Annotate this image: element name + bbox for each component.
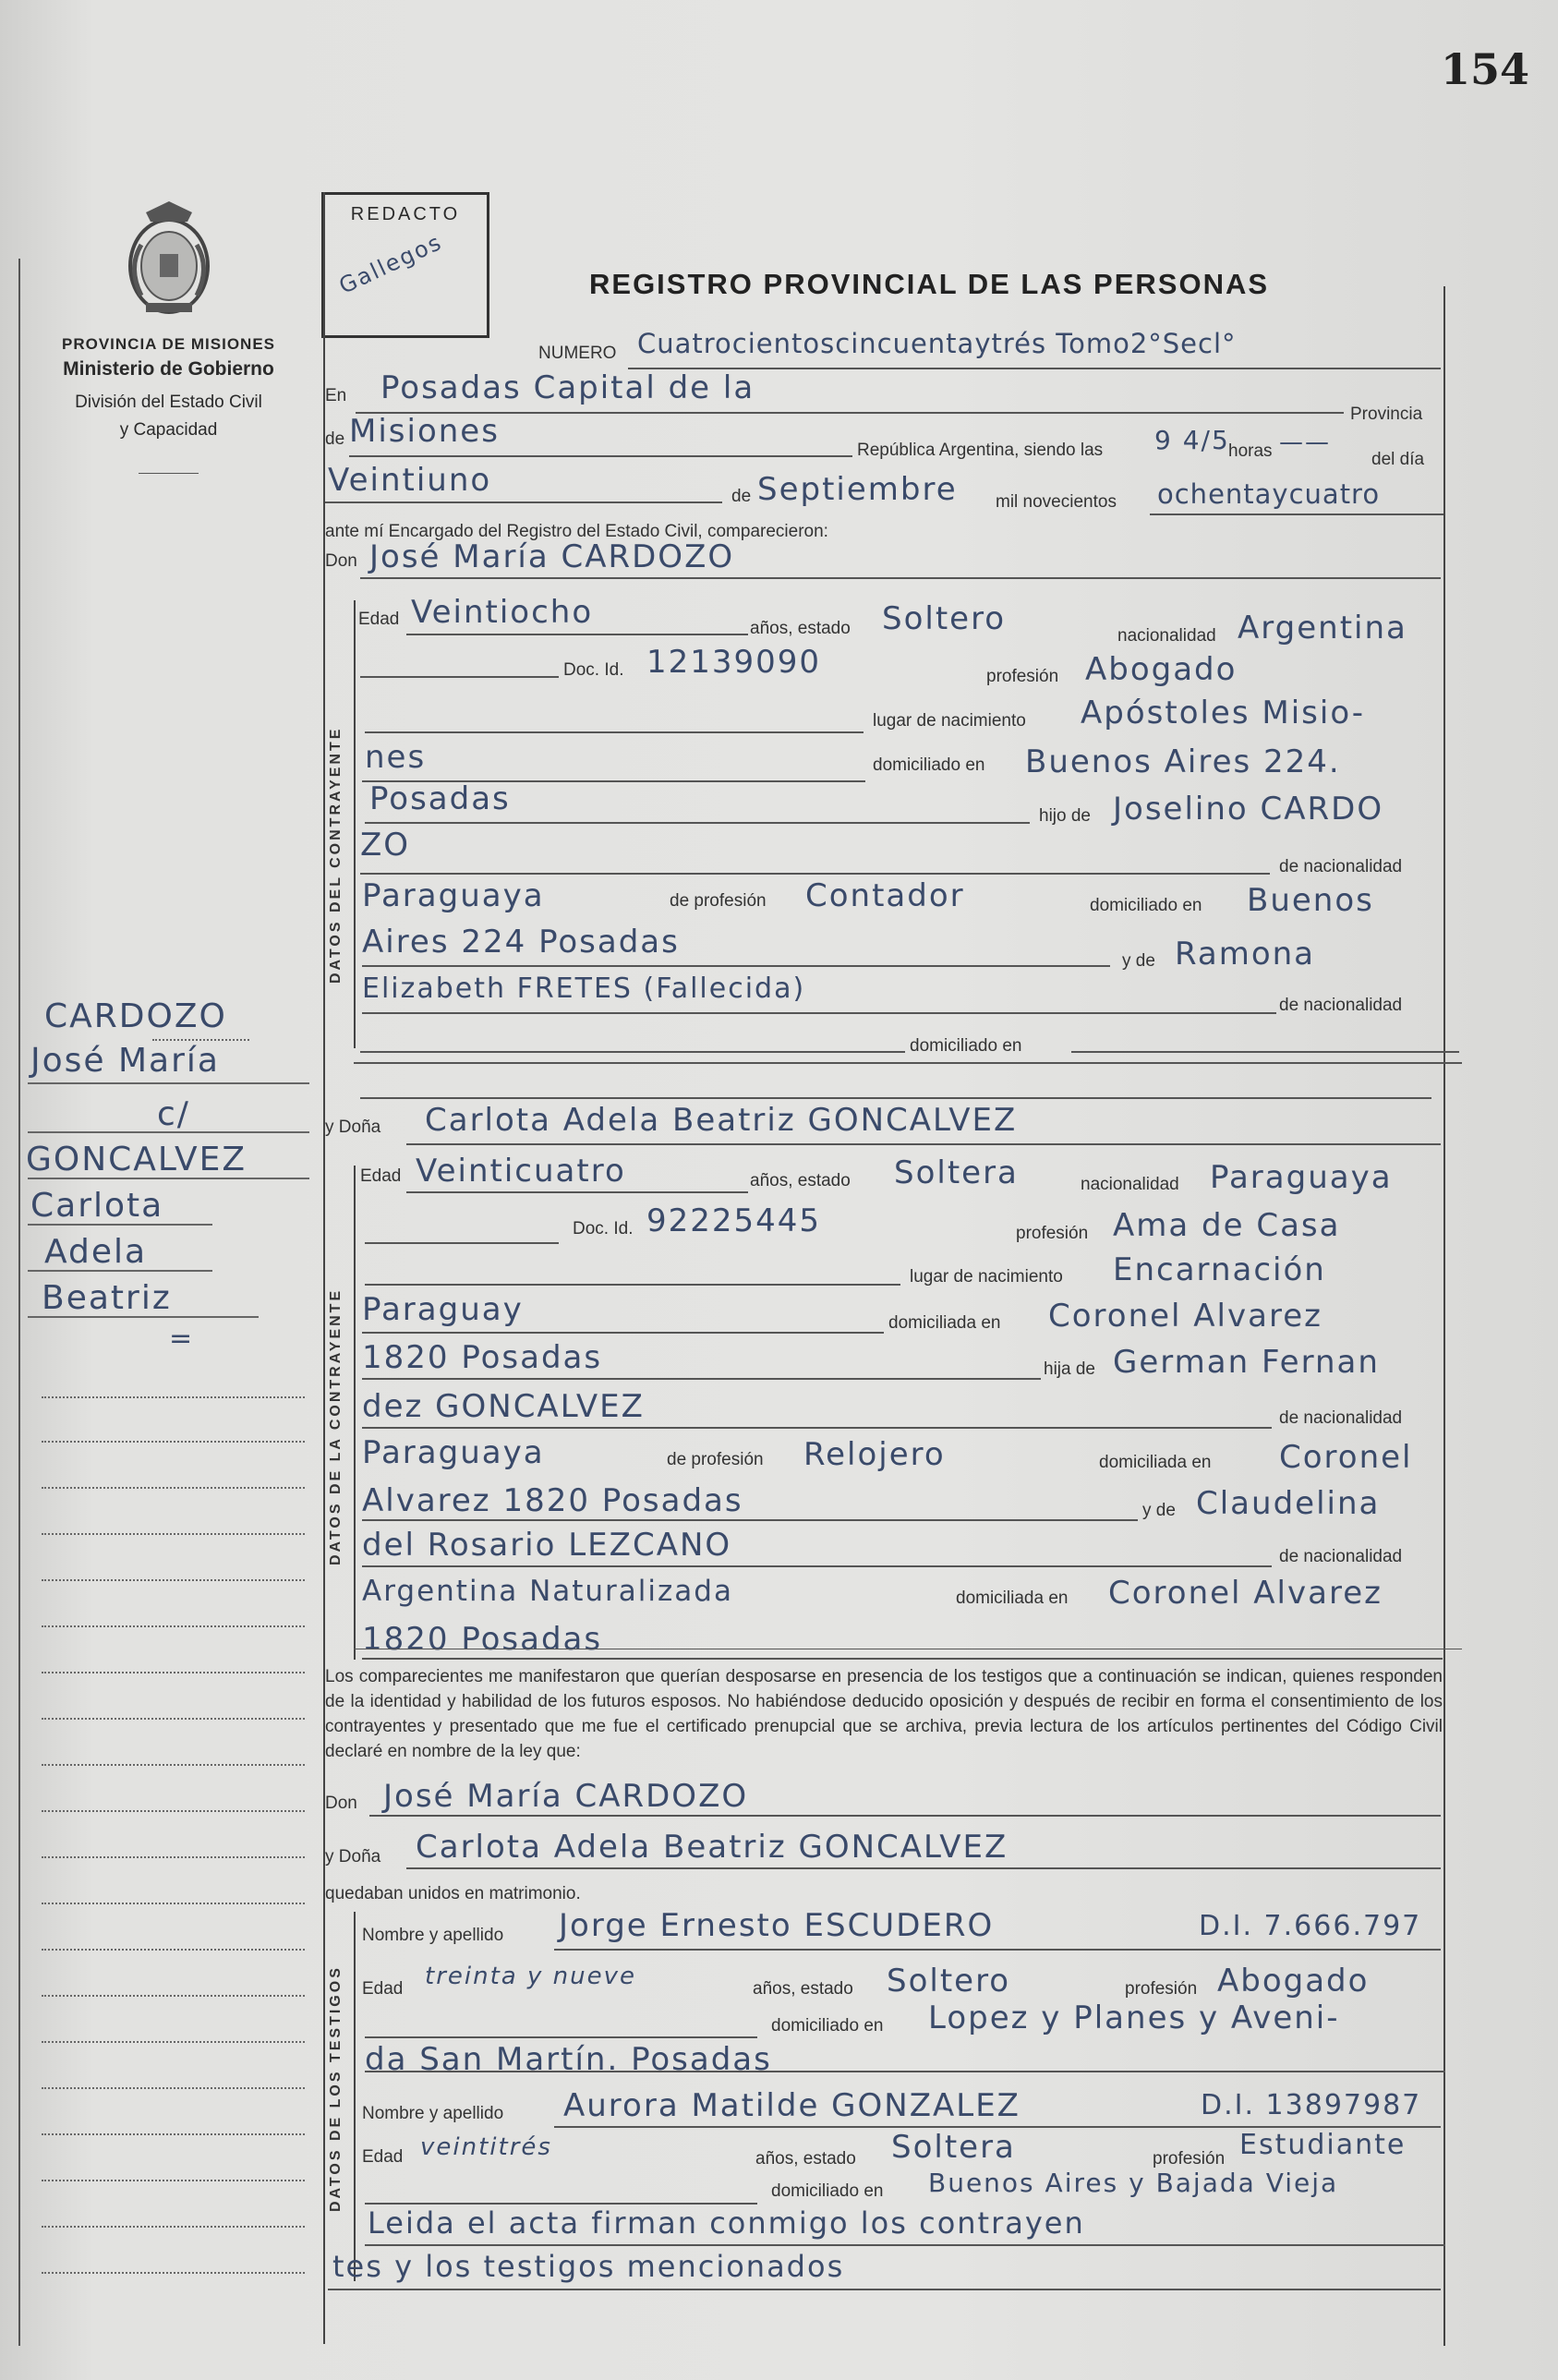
- del-dia-label: del día: [1371, 450, 1425, 469]
- ministry-name: Ministerio de Gobierno: [63, 358, 274, 380]
- c2-madre-dom-value-2: 1820 Posadas: [362, 1621, 603, 1658]
- c1-doc-blank-line: [360, 676, 559, 678]
- c2-padre-dom-value-2: Alvarez 1820 Posadas: [362, 1482, 743, 1519]
- c1-padre-nac-label: de nacionalidad: [1279, 857, 1403, 876]
- anio-value: ochentaycuatro: [1157, 478, 1381, 510]
- c2-estado-value: Soltera: [894, 1154, 1019, 1191]
- don-line: [360, 577, 1441, 579]
- division-line-1: División del Estado Civil: [75, 393, 262, 412]
- margin-dotted-line: [28, 1178, 309, 1179]
- decl-dona-label: y Doña: [325, 1847, 381, 1867]
- c2-anos-label: años, estado: [750, 1171, 851, 1190]
- c2-doc-blank-line: [365, 1242, 559, 1244]
- form-right-border: [1443, 286, 1445, 2346]
- c1-padre-dom-value: Buenos: [1247, 882, 1374, 919]
- c2-hija-label: hija de: [1044, 1359, 1095, 1379]
- t2-estado-value: Soltera: [891, 2129, 1016, 2166]
- c2-lugar-blank-line: [365, 1284, 900, 1286]
- margin-dotted-line: [42, 1764, 305, 1766]
- datos-la-contrayente-label: DATOS DE LA CONTRAYENTE: [328, 1287, 344, 1565]
- c2-madre-dom2-line: [362, 1658, 1443, 1660]
- t2-dom-label: domiciliado en: [771, 2181, 884, 2201]
- c1-lugar-value: Apóstoles Misio-: [1081, 695, 1366, 731]
- margin-dotted-line: [42, 1625, 305, 1627]
- c2-edad-label: Edad: [360, 1166, 402, 1186]
- page-number: 154: [1441, 44, 1530, 94]
- c1-extra-blank-line: [360, 1097, 1431, 1099]
- margin-name-6: Adela: [44, 1233, 148, 1271]
- c1-nac-value: Argentina: [1238, 610, 1407, 646]
- margin-dotted-line: [28, 1131, 309, 1133]
- margin-name-3: c/: [157, 1095, 190, 1133]
- t1-dom2-line: [365, 2071, 1445, 2072]
- c2-dom-value-2: 1820 Posadas: [362, 1339, 603, 1376]
- margin-dotted-line: [42, 1579, 305, 1581]
- t1-nombre-line: [554, 1949, 1441, 1951]
- t1-estado-value: Soltero: [887, 1963, 1011, 1999]
- c2-padre-nac-label: de nacionalidad: [1279, 1408, 1403, 1428]
- c1-dom-value-2: Posadas: [369, 780, 511, 817]
- c2-lugar-label: lugar de nacimiento: [910, 1267, 1063, 1287]
- t2-anos-label: años, estado: [755, 2149, 856, 2169]
- c1-hijo2-line: [360, 873, 1270, 875]
- c1-madre2-line: [362, 1012, 1276, 1014]
- mil-novecientos-label: mil novecientos: [996, 492, 1117, 512]
- c2-prof-label: profesión: [1016, 1224, 1089, 1243]
- c2-hija-value-2: dez GONCALVEZ: [362, 1388, 645, 1425]
- margin-dotted-line: [42, 1718, 305, 1720]
- margin-dotted-line: [28, 1082, 309, 1084]
- de-label: de: [325, 429, 345, 449]
- c1-madre-dom-label: domiciliado en: [910, 1036, 1022, 1056]
- quedaban-label: quedaban unidos en matrimonio.: [325, 1884, 581, 1903]
- margin-name-1: CARDOZO: [44, 997, 227, 1035]
- margin-name-2: José María: [30, 1042, 220, 1080]
- c2-doc-label: Doc. Id.: [573, 1219, 634, 1238]
- c1-padre-dom2-line: [362, 965, 1110, 967]
- c2-padre-prof-label: de profesión: [667, 1450, 764, 1469]
- decl-don-label: Don: [325, 1794, 357, 1813]
- dona-value: Carlota Adela Beatriz GONCALVEZ: [425, 1102, 1018, 1139]
- c1-hijo-value: Joselino CARDO: [1113, 791, 1384, 828]
- margin-dotted-line: [28, 1316, 259, 1318]
- margin-dotted-line: [42, 1396, 305, 1398]
- c2-dom-label: domiciliada en: [888, 1313, 1001, 1333]
- mes-value: Septiembre: [757, 471, 958, 508]
- form-left-border: [323, 192, 325, 2344]
- de-mes-label: de: [731, 487, 752, 506]
- c1-dom-label: domiciliado en: [873, 755, 985, 775]
- c2-padre-prof-value: Relojero: [803, 1436, 946, 1473]
- t1-edad-label: Edad: [362, 1979, 404, 1999]
- t2-dom-blank-line: [365, 2203, 757, 2205]
- margin-name-5: Carlota: [30, 1187, 164, 1225]
- t2-nombre-label: Nombre y apellido: [362, 2104, 504, 2123]
- margin-name-7: Beatriz: [42, 1279, 172, 1317]
- t1-doc-value: D.I. 7.666.797: [1199, 1910, 1422, 1942]
- ante-mi-label: ante mí Encargado del Registro del Estado Civil, comparecieron:: [325, 522, 828, 541]
- c2-padre-dom2-line: [362, 1519, 1138, 1521]
- c1-madre-dom-blank-a: [360, 1051, 905, 1053]
- registry-title: REGISTRO PROVINCIAL DE LAS PERSONAS: [589, 268, 1270, 300]
- margin-dotted-line: [42, 2226, 305, 2228]
- t1-dom-label: domiciliado en: [771, 2016, 884, 2036]
- c2-hija2-line: [362, 1427, 1272, 1429]
- margin-name-4: GONCALVEZ: [26, 1141, 248, 1178]
- c2-padre-dom-value: Coronel: [1279, 1439, 1413, 1476]
- stamp-signature: Gallegos: [334, 228, 447, 299]
- closing-line-1-rule: [365, 2244, 1445, 2246]
- c1-lugar-blank-line: [365, 731, 864, 733]
- margin-dotted-line: [42, 1995, 305, 1997]
- datos-testigos-label: DATOS DE LOS TESTIGOS: [328, 1965, 344, 2212]
- hora-value: 9 4/5: [1154, 425, 1230, 455]
- redacto-stamp: [321, 192, 489, 338]
- t1-nombre-label: Nombre y apellido: [362, 1926, 504, 1945]
- don-value: José María CARDOZO: [369, 538, 735, 575]
- c2-madre-nac-value: Argentina Naturalizada: [362, 1575, 733, 1608]
- c1-estado-value: Soltero: [882, 600, 1007, 637]
- c2-padre-nac-value: Paraguaya: [362, 1434, 545, 1471]
- t2-edad-value: veintitrés: [420, 2133, 552, 2161]
- header-divider: [139, 473, 199, 474]
- provincia-label: Provincia: [1350, 405, 1423, 424]
- c1-prof-value: Abogado: [1085, 651, 1238, 688]
- c2-madre-value-2: del Rosario LEZCANO: [362, 1527, 732, 1564]
- numero-value: Cuatrocientoscincuentaytrés Tomo2°Secl°: [637, 328, 1237, 359]
- margin-dotted-line: [42, 1810, 305, 1812]
- c1-edad-value: Veintiocho: [411, 594, 594, 631]
- c2-hija-value: German Fernan: [1113, 1344, 1380, 1381]
- c1-section-bottom-line: [354, 1062, 1462, 1064]
- c1-padre-prof-label: de profesión: [670, 891, 767, 911]
- coat-of-arms-icon: [118, 194, 220, 319]
- margin-dotted-line: [42, 1487, 305, 1489]
- c2-prof-value: Ama de Casa: [1113, 1207, 1341, 1244]
- margin-dotted-line: [42, 1533, 305, 1535]
- margin-dotted-line: [152, 1039, 249, 1041]
- t2-prof-value: Estudiante: [1239, 2129, 1407, 2161]
- en-value: Posadas Capital de la: [380, 369, 755, 406]
- provincia-line: [349, 455, 852, 457]
- c1-madre-dom-blank-b: [1071, 1051, 1459, 1053]
- margin-dotted-line: [42, 2180, 305, 2181]
- decl-dona-line: [406, 1867, 1441, 1869]
- c1-madre-value: Ramona: [1175, 936, 1316, 973]
- c2-madre-value: Claudelina: [1196, 1485, 1381, 1522]
- t2-nombre-value: Aurora Matilde GONZALEZ: [563, 2087, 1021, 2124]
- c1-madre-nac-label: de nacionalidad: [1279, 996, 1403, 1015]
- margin-dotted-line: [28, 1270, 212, 1272]
- dia-value: Veintiuno: [328, 462, 492, 499]
- datos-contrayente-label: DATOS DEL CONTRAYENTE: [328, 726, 344, 984]
- decl-don-line: [369, 1815, 1441, 1817]
- dona-line: [406, 1143, 1441, 1145]
- anio-line: [1150, 513, 1443, 515]
- en-line: [356, 412, 1344, 414]
- republica-label: República Argentina, siendo las: [857, 441, 1104, 460]
- margin-dotted-line: [42, 1903, 305, 1904]
- margin-dotted-line: [42, 2041, 305, 2043]
- left-margin-line: [18, 259, 20, 2346]
- t1-prof-value: Abogado: [1217, 1963, 1370, 1999]
- margin-name-8: =: [169, 1323, 195, 1355]
- c2-padre-dom-label: domiciliada en: [1099, 1453, 1212, 1472]
- closing-line-2-rule: [328, 2289, 1441, 2290]
- margin-dotted-line: [42, 2272, 305, 2274]
- province-name: PROVINCIA DE MISIONES: [61, 335, 275, 353]
- c2-dom-value: Coronel Alvarez: [1048, 1298, 1322, 1335]
- c2-madre2-line: [362, 1565, 1272, 1567]
- c1-edad-label: Edad: [358, 610, 400, 629]
- c1-hijo-label: hijo de: [1039, 806, 1091, 826]
- t2-prof-label: profesión: [1153, 2149, 1226, 2169]
- c1-dom-value: Buenos Aires 224.: [1025, 743, 1341, 780]
- horas-slash: ——: [1279, 429, 1331, 456]
- c2-dom2-line: [362, 1378, 1041, 1380]
- don-label: Don: [325, 551, 357, 571]
- contrayente2-left-border: [354, 1166, 356, 1660]
- c2-edad-line: [406, 1191, 748, 1193]
- horas-label: horas: [1228, 441, 1273, 461]
- testigos-left-border: [354, 1912, 356, 2281]
- c1-madre-value-2: Elizabeth FRETES (Fallecida): [362, 973, 806, 1005]
- dona-label: y Doña: [325, 1118, 381, 1137]
- division-line-2: y Capacidad: [119, 420, 218, 440]
- t2-doc-value: D.I. 13897987: [1201, 2089, 1422, 2121]
- decl-don-value: José María CARDOZO: [383, 1778, 749, 1815]
- c1-prof-label: profesión: [986, 667, 1059, 686]
- c1-dom2-line: [365, 822, 1030, 824]
- c2-madre-dom-value: Coronel Alvarez: [1108, 1575, 1383, 1612]
- margin-dotted-line: [42, 1441, 305, 1443]
- margin-dotted-line: [42, 2087, 305, 2089]
- c1-hijo-value-2: ZO: [360, 827, 411, 864]
- c2-madre-nac-label: de nacionalidad: [1279, 1547, 1403, 1566]
- declaration-paragraph: Los comparecientes me manifestaron que querían desposarse en presencia de los testigos que a continuación se indican, quienes responden de la identidad y habilidad de los futuros esposos. No habiéndose deducido oposición y después de recibir en forma el consentimiento de los contrayentes y presentado que me fue el certificado prenupcial que se archiva, previa lectura de los artículos pertinentes del Código Civil declaré en nombre de la ley que:: [325, 1667, 1443, 1761]
- c1-doc-label: Doc. Id.: [563, 660, 624, 680]
- c1-edad-line: [406, 634, 748, 635]
- c2-edad-value: Veinticuatro: [416, 1153, 626, 1190]
- c2-doc-value: 92225445: [646, 1202, 822, 1239]
- t2-edad-label: Edad: [362, 2147, 404, 2167]
- t1-dom-value-2: da San Martín. Posadas: [365, 2041, 772, 2078]
- stamp-title: REDACTO: [350, 204, 461, 224]
- t1-anos-label: años, estado: [753, 1979, 853, 1999]
- c1-padre-prof-value: Contador: [805, 877, 965, 914]
- margin-dotted-line: [28, 1224, 212, 1226]
- c1-doc-value: 12139090: [646, 644, 822, 681]
- c1-lugar-label: lugar de nacimiento: [873, 711, 1026, 731]
- en-label: En: [325, 386, 347, 405]
- numero-label: NUMERO: [538, 344, 617, 363]
- c1-padre-dom-value-2: Aires 224 Posadas: [362, 924, 680, 960]
- margin-dotted-line: [42, 1856, 305, 1858]
- closing-line-2: tes y los testigos mencionados: [332, 2249, 845, 2284]
- c1-lugar-value-2: nes: [365, 739, 427, 776]
- t1-edad-value: treinta y nueve: [425, 1963, 636, 1990]
- closing-line-1: Leida el acta firman conmigo los contrayen: [368, 2205, 1085, 2241]
- decl-dona-value: Carlota Adela Beatriz GONCALVEZ: [416, 1829, 1008, 1866]
- c2-lugar2-line: [362, 1332, 884, 1334]
- contrayente-left-border: [354, 600, 356, 1048]
- c2-nac-value: Paraguaya: [1210, 1159, 1393, 1196]
- c2-y-de-label: y de: [1142, 1501, 1176, 1520]
- c1-padre-nac-value: Paraguaya: [362, 877, 545, 914]
- c1-nac-label: nacionalidad: [1117, 626, 1216, 646]
- c2-lugar-value: Encarnación: [1113, 1251, 1326, 1288]
- dia-line: [325, 501, 722, 503]
- t1-dom-value: Lopez y Planes y Aveni-: [928, 1999, 1340, 2036]
- c2-madre-dom-label: domiciliada en: [956, 1589, 1069, 1608]
- margin-dotted-line: [42, 1949, 305, 1951]
- margin-dotted-line: [42, 1672, 305, 1673]
- c2-lugar-value-2: Paraguay: [362, 1291, 524, 1328]
- t1-dom-blank-line: [365, 2036, 757, 2038]
- t1-nombre-value: Jorge Ernesto ESCUDERO: [559, 1907, 995, 1944]
- t2-nombre-line: [554, 2126, 1441, 2128]
- t2-dom-value: Buenos Aires y Bajada Vieja: [928, 2168, 1339, 2198]
- t1-prof-label: profesión: [1125, 1979, 1198, 1999]
- c1-padre-dom-label: domiciliado en: [1090, 896, 1202, 915]
- c2-nac-label: nacionalidad: [1081, 1175, 1179, 1194]
- provincia-value: Misiones: [349, 413, 500, 450]
- c1-anos-label: años, estado: [750, 619, 851, 638]
- margin-dotted-line: [42, 2133, 305, 2135]
- c1-y-de-label: y de: [1122, 951, 1155, 971]
